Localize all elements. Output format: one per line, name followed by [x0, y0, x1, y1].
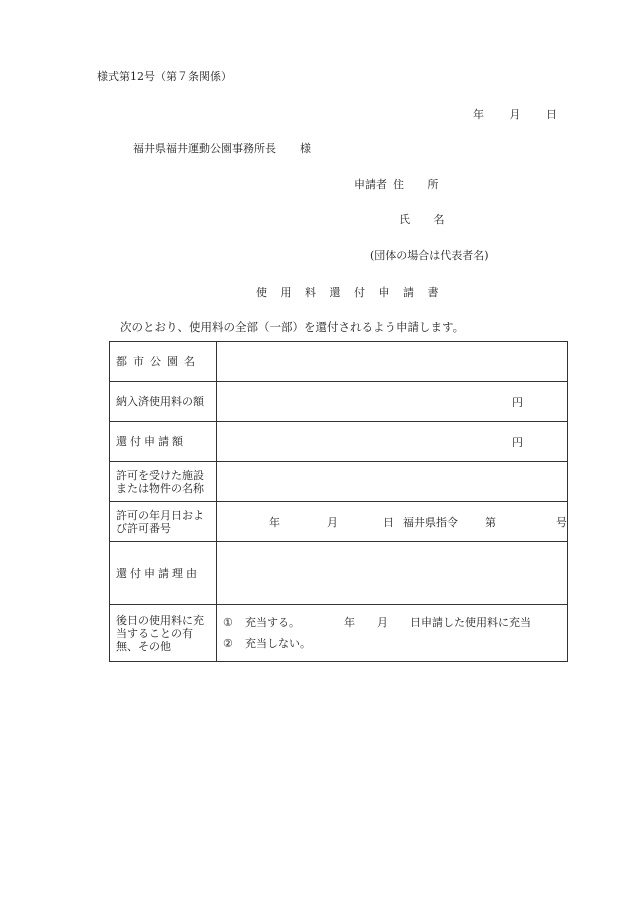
park-name-label: 都市公園名	[110, 342, 217, 382]
address-label: 住 所	[393, 178, 449, 191]
name-label: 氏 名	[399, 213, 455, 226]
option2-mark: ②	[223, 637, 233, 650]
future-label-line3: 無、その他	[116, 639, 171, 653]
date-day: 日	[546, 108, 557, 121]
refund-amount-label: 還付申請額	[110, 422, 217, 462]
facility-field[interactable]	[217, 462, 568, 502]
refund-amount-field[interactable]	[217, 422, 568, 462]
row-permit	[110, 502, 568, 542]
permit-year: 年	[269, 515, 280, 529]
option1-month: 月	[377, 616, 388, 629]
permit-label	[110, 502, 217, 542]
facility-label	[110, 462, 217, 502]
row-facility	[110, 462, 568, 502]
reason-field[interactable]	[217, 542, 568, 605]
option-not-apply[interactable]	[217, 633, 567, 654]
row-paid-fee	[110, 382, 568, 422]
date-year: 年	[473, 108, 484, 121]
permit-no-suffix: 号	[556, 515, 567, 529]
future-use-field	[217, 605, 568, 662]
intro-text: 次のとおり、使用料の全部（一部）を還付されるよう申請します。	[120, 320, 465, 334]
date-line	[451, 106, 557, 122]
addressee	[133, 140, 311, 156]
option1-tail: 日申請した使用料に充当	[410, 616, 531, 629]
reason-label: 還付申請理由	[110, 542, 217, 605]
park-name-field[interactable]	[217, 342, 568, 382]
permit-day: 日	[383, 515, 394, 529]
applicant-role: 申請者	[354, 178, 387, 191]
facility-label-line2: または物件の名称	[116, 481, 204, 495]
applicant-address-line	[354, 176, 449, 192]
paid-fee-yen: 円	[512, 395, 523, 409]
row-future-use	[110, 605, 568, 662]
group-note: (団体の場合は代表者名)	[370, 249, 489, 262]
paid-fee-field[interactable]	[217, 382, 568, 422]
form-number: 様式第12号（第７条関係）	[97, 70, 232, 83]
option1-text: 充当する。	[245, 616, 300, 629]
permit-label-line2: び許可番号	[116, 521, 171, 535]
permit-no-prefix: 第	[485, 515, 496, 529]
permit-field[interactable]	[217, 502, 568, 542]
option2-text: 充当しない。	[245, 637, 311, 650]
option1-mark: ①	[223, 616, 233, 629]
permit-label-line1: 許可の年月日およ	[116, 508, 204, 522]
application-table	[109, 341, 568, 662]
future-use-label	[110, 605, 217, 662]
date-month: 月	[509, 108, 521, 121]
refund-amount-yen: 円	[512, 435, 523, 449]
row-park-name	[110, 342, 568, 382]
option-apply[interactable]	[217, 612, 567, 633]
addressee-honorific: 様	[300, 142, 311, 155]
permit-month: 月	[327, 515, 338, 529]
permit-directive: 福井県指令	[403, 515, 458, 529]
row-reason	[110, 542, 568, 605]
future-label-line2: 当することの有	[116, 626, 193, 640]
addressee-name: 福井県福井運動公園事務所長	[133, 142, 276, 155]
paid-fee-label: 納入済使用料の額	[110, 382, 217, 422]
future-label-line1: 後日の使用料に充	[116, 613, 204, 627]
option1-year: 年	[344, 616, 355, 629]
document-title: 使用料還付申請書	[256, 286, 452, 299]
row-refund-amount	[110, 422, 568, 462]
facility-label-line1: 許可を受けた施設	[116, 468, 204, 482]
